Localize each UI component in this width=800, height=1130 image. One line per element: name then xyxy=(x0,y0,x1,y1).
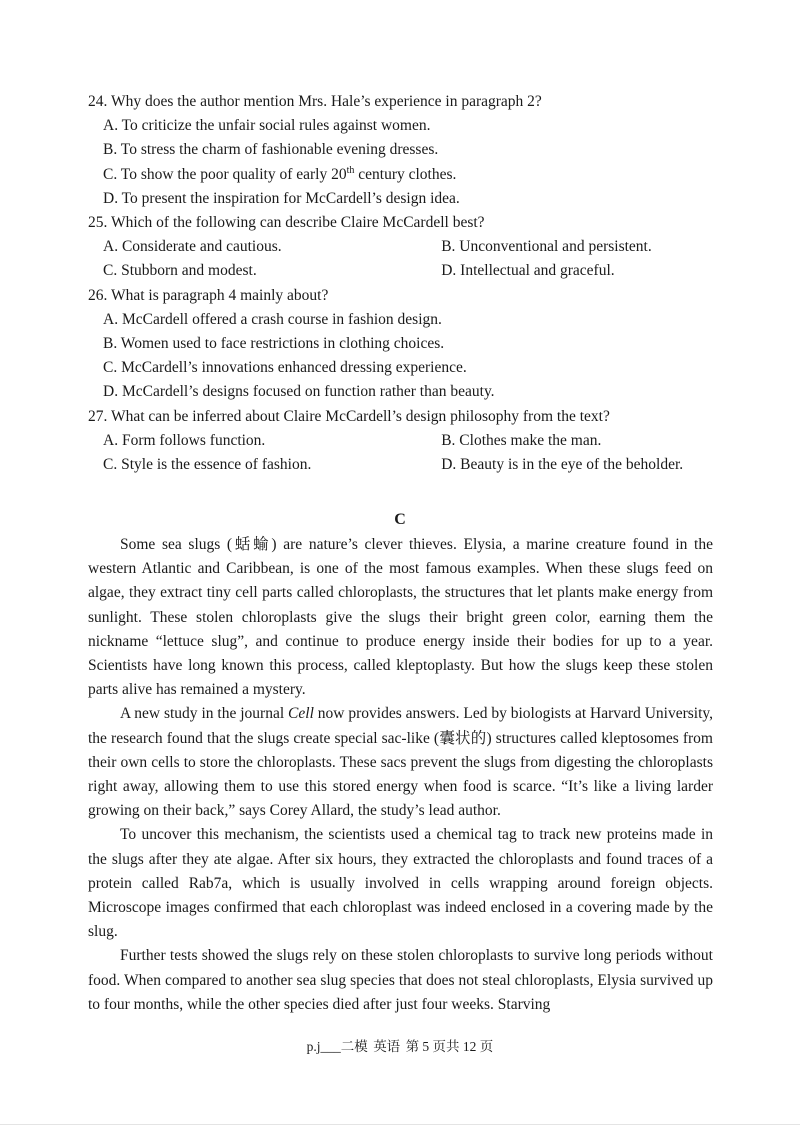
paragraph-2-lead: A new study in the journal xyxy=(120,705,289,723)
question-27-option-b: B. Clothes make the man. xyxy=(441,431,602,449)
question-25-option-a: A. Considerate and cautious. xyxy=(103,238,282,256)
question-27-option-a: A. Form follows function. xyxy=(103,431,266,449)
page-edge-divider xyxy=(0,1124,800,1125)
question-24-option-b: B. To stress the charm of fashionable evening dresses. xyxy=(103,141,439,159)
question-27-options-row-2 xyxy=(88,453,728,477)
question-27-stem: 27. What can be inferred about Claire McCardell’s design philosophy from the text? xyxy=(88,407,610,425)
question-24-option-a: A. To criticize the unfair social rules against women. xyxy=(103,117,431,135)
question-27-options-row-1 xyxy=(88,429,728,453)
question-25-option-c: C. Stubborn and modest. xyxy=(103,262,257,280)
page-footer xyxy=(0,1037,800,1057)
question-list xyxy=(88,90,728,477)
question-26-option-a: A. McCardell offered a crash course in fashion design. xyxy=(103,310,442,328)
question-24-option-d: D. To present the inspiration for McCardell’s design idea. xyxy=(103,189,460,207)
question-24-stem: 24. Why does the author mention Mrs. Hale’s experience in paragraph 2? xyxy=(88,93,542,110)
footer-exam-label: p.j___二模 xyxy=(306,1039,368,1054)
reading-passage xyxy=(88,533,713,1017)
question-26-stem: 26. What is paragraph 4 mainly about? xyxy=(88,286,329,304)
ordinal-suffix: th xyxy=(346,164,355,176)
passage-paragraph-3: To uncover this mechanism, the scientists used a chemical tag to track new proteins made in the slugs after they ate algae. After six hours, they extracted the chloroplasts and found traces of a protein called Rab7a, which is usually involved in cells wrapping around foreign objects. Microscope images confirmed that each chloroplast was indeed enclosed in a covering made by the slug. xyxy=(88,826,713,941)
footer-page-number: 第 5 页共 12 页 xyxy=(405,1039,494,1054)
paragraph-2-body: now provides answers. Led by biologists at Harvard University, the research found that the slugs create special sac-like (囊状的) structures called kleptosomes from their own cells to store the chloroplasts. These sacs prevent the slugs from digesting the chloroplasts right away, allowing them to use this stored energy when food is scarce. “It’s like a living larder growing on their back,” says Corey Allard, the study’s lead author. xyxy=(88,705,714,820)
question-25-stem: 25. Which of the following can describe Claire McCardell best? xyxy=(88,214,485,232)
question-26-option-c: C. McCardell’s innovations enhanced dressing experience. xyxy=(103,359,467,377)
question-27-option-d: D. Beauty is in the eye of the beholder. xyxy=(441,456,684,474)
option-c-text: C. To show the poor quality of early 20 xyxy=(103,165,347,183)
footer-subject: 英语 xyxy=(373,1039,401,1054)
question-25-options-row-2 xyxy=(88,259,728,283)
question-26-option-d: D. McCardell’s designs focused on function rather than beauty. xyxy=(103,383,495,401)
question-25-option-d: D. Intellectual and graceful. xyxy=(441,262,615,280)
question-26-option-b: B. Women used to face restrictions in clothing choices. xyxy=(103,335,445,353)
option-c-text-end: century clothes. xyxy=(354,165,457,183)
question-25-option-b: B. Unconventional and persistent. xyxy=(441,238,652,256)
journal-name: Cell xyxy=(288,705,314,723)
passage-paragraph-2 xyxy=(88,702,713,823)
passage-paragraph-1: Some sea slugs (蛞蝓) are nature’s clever thieves. Elysia, a marine creature found in the western Atlantic and Caribbean, is one of the most famous examples. When these slugs feed on algae, they extract tiny cell parts called chloroplasts, the structures that let plants make energy from sunlight. These stolen chloroplasts give the slugs their bright green color, earning them the nickname “lettuce slug”, and continue to produce energy inside their bodies for up to a year. Scientists have long known this process, called kleptoplasty. But how the slugs keep these stolen parts alive has remained a mystery. xyxy=(88,536,713,699)
question-24-option-c xyxy=(88,163,728,187)
passage-paragraph-4: Further tests showed the slugs rely on these stolen chloroplasts to survive long periods without food. When compared to another sea slug species that does not steal chloroplasts, Elysia survived up to four months, while the other species died after just four weeks. Starving xyxy=(88,947,713,1013)
question-27-option-c: C. Style is the essence of fashion. xyxy=(103,456,312,474)
question-25-options-row-1 xyxy=(88,235,728,259)
section-heading: C xyxy=(394,511,406,528)
